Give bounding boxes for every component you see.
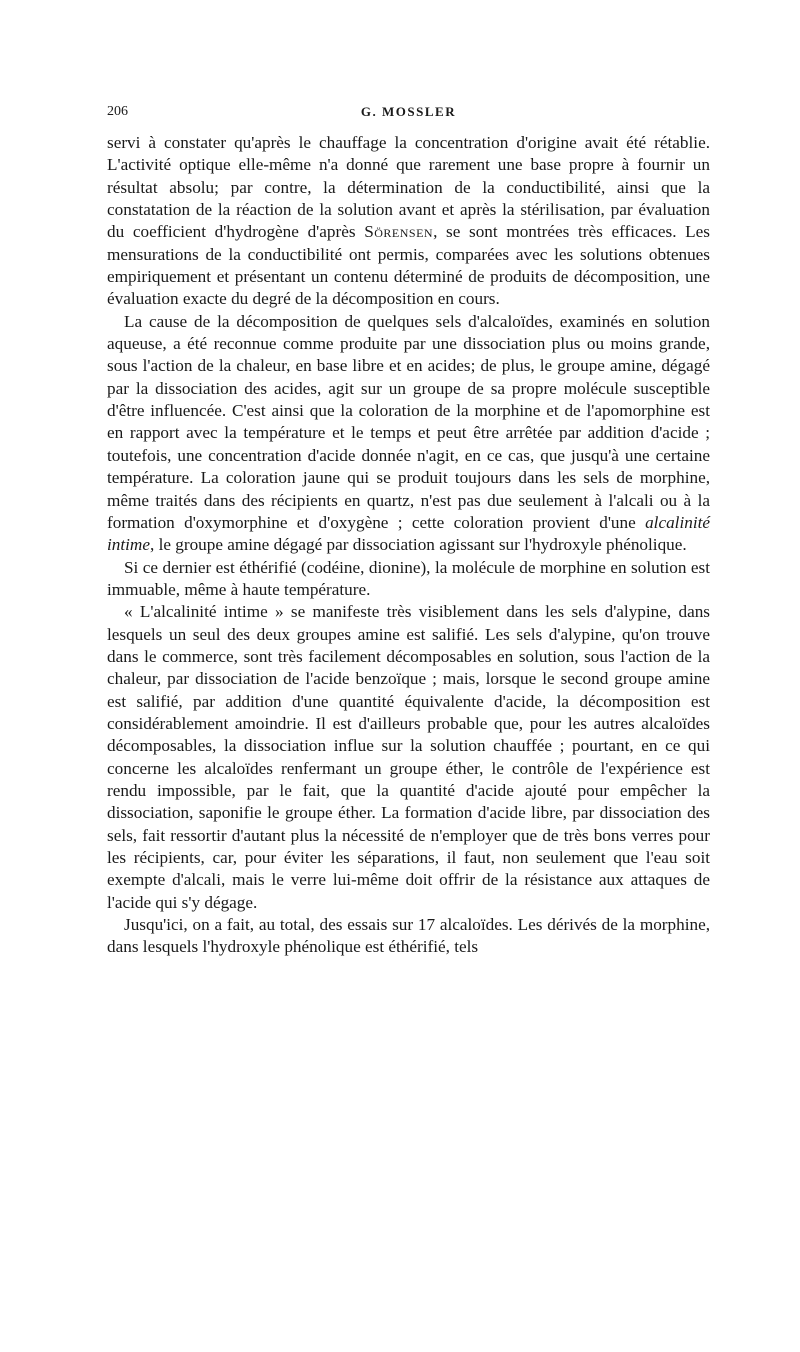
- text-run: , se sont montrées très efficaces. Les mensurations de la conductibilité ont permis, comparées avec les solutions obtenues empiriquement et présentant un contenu déterminé de produits de décomposition, une évaluation exacte du degré de la décomposition en cours.: [107, 222, 710, 309]
- emphasis: alcalinité intime: [107, 512, 710, 555]
- text-run: « L'alcalinité intime » se manifeste très visiblement dans les sels d'alypine, dans lesquels un seul des deux groupes amine est salifié. Les sels d'alypine, qu'on trouve dans le commerce, sont très facilement décomposables en solution, sous l'action de la chaleur, par dissociation de l'acide benzoïque ; mais, lorsque le second groupe amine est salifié, par addition d'une quantité équivalente d'acide, la décomposition est considérablement amoindrie. Il est d'ailleurs probable que, pour les autres alcaloïdes décomposables, la dissociation influe sur la solution chauffée ; pourtant, en ce qui concerne les alcaloïdes renfermant un groupe éther, le contrôle de l'expérience est rendu impossible, par le fait, que la quantité d'acide ajouté pour empêcher la dissociation, saponifie le groupe éther. La formation d'acide libre, par dissociation des sels, fait ressortir d'autant plus la nécessité de n'employer que de très bons verres pour les récipients, car, pour éviter les séparations, il faut, non seulement que l'eau soit exempte d'alcali, mais le verre lui-même doit offrir de la résistance aux attaques de l'acide qui s'y dégage.: [107, 602, 710, 912]
- text-run: , le groupe amine dégagé par dissociation agissant sur l'hydroxyle phénolique.: [149, 535, 687, 555]
- text-run: La cause de la décomposition de quelques sels d'alcaloïdes, examinés en solution aqueuse, a été reconnue comme produite par une dissociation plus ou moins grande, sous l'action de la chaleur, en base libre et en acides; de plus, le groupe amine, dégagé par la dissociation des acides, agit sur un groupe de sa propre molécule susceptible d'être influencée. C'est ainsi que la coloration de la morphine et de l'apomorphine est en rapport avec la température et le temps et peut être arrêtée par addition d'acide ; toutefois, une concentration d'acide donnée n'agit, en ce cas, que jusqu'à une certaine température. La coloration jaune qui se produit toujours dans les sels de morphine, même traités dans des récipients en quartz, n'est pas due seulement à l'alcali ou à la formation d'oxymorphine et d'oxygène ; cette coloration provient d'une: [107, 311, 710, 532]
- text-run: Si ce dernier est éthérifié (codéine, dionine), la molécule de morphine en solution est immuable, même à haute température.: [107, 557, 710, 599]
- paragraph: [107, 601, 710, 914]
- paragraph: [107, 557, 710, 602]
- author-name: Sörensen: [364, 222, 434, 242]
- paragraph: [107, 311, 710, 557]
- running-header: [107, 104, 710, 132]
- document-page: [107, 104, 710, 959]
- body-text: [107, 132, 710, 959]
- page-number: 206: [107, 104, 128, 119]
- paragraph: [107, 132, 710, 311]
- paragraph: [107, 914, 710, 959]
- text-run: Jusqu'ici, on a fait, au total, des essais sur 17 alcaloïdes. Les dérivés de la morphine, dans lesquels l'hydroxyle phénolique est éthérifié, tels: [107, 915, 710, 957]
- text-run: servi à constater qu'après le chauffage la concentration d'origine avait été rétablie. L'activité optique elle-même n'a donné que rarement une base propre à fournir un résultat absolu; par contre, la détermination de la conductibilité, ainsi que la constatation de la réaction de la solution avant et après la stérilisation, par évaluation du coefficient d'hydrogène d'après: [107, 133, 710, 242]
- running-head-author: G. MOSSLER: [360, 104, 457, 119]
